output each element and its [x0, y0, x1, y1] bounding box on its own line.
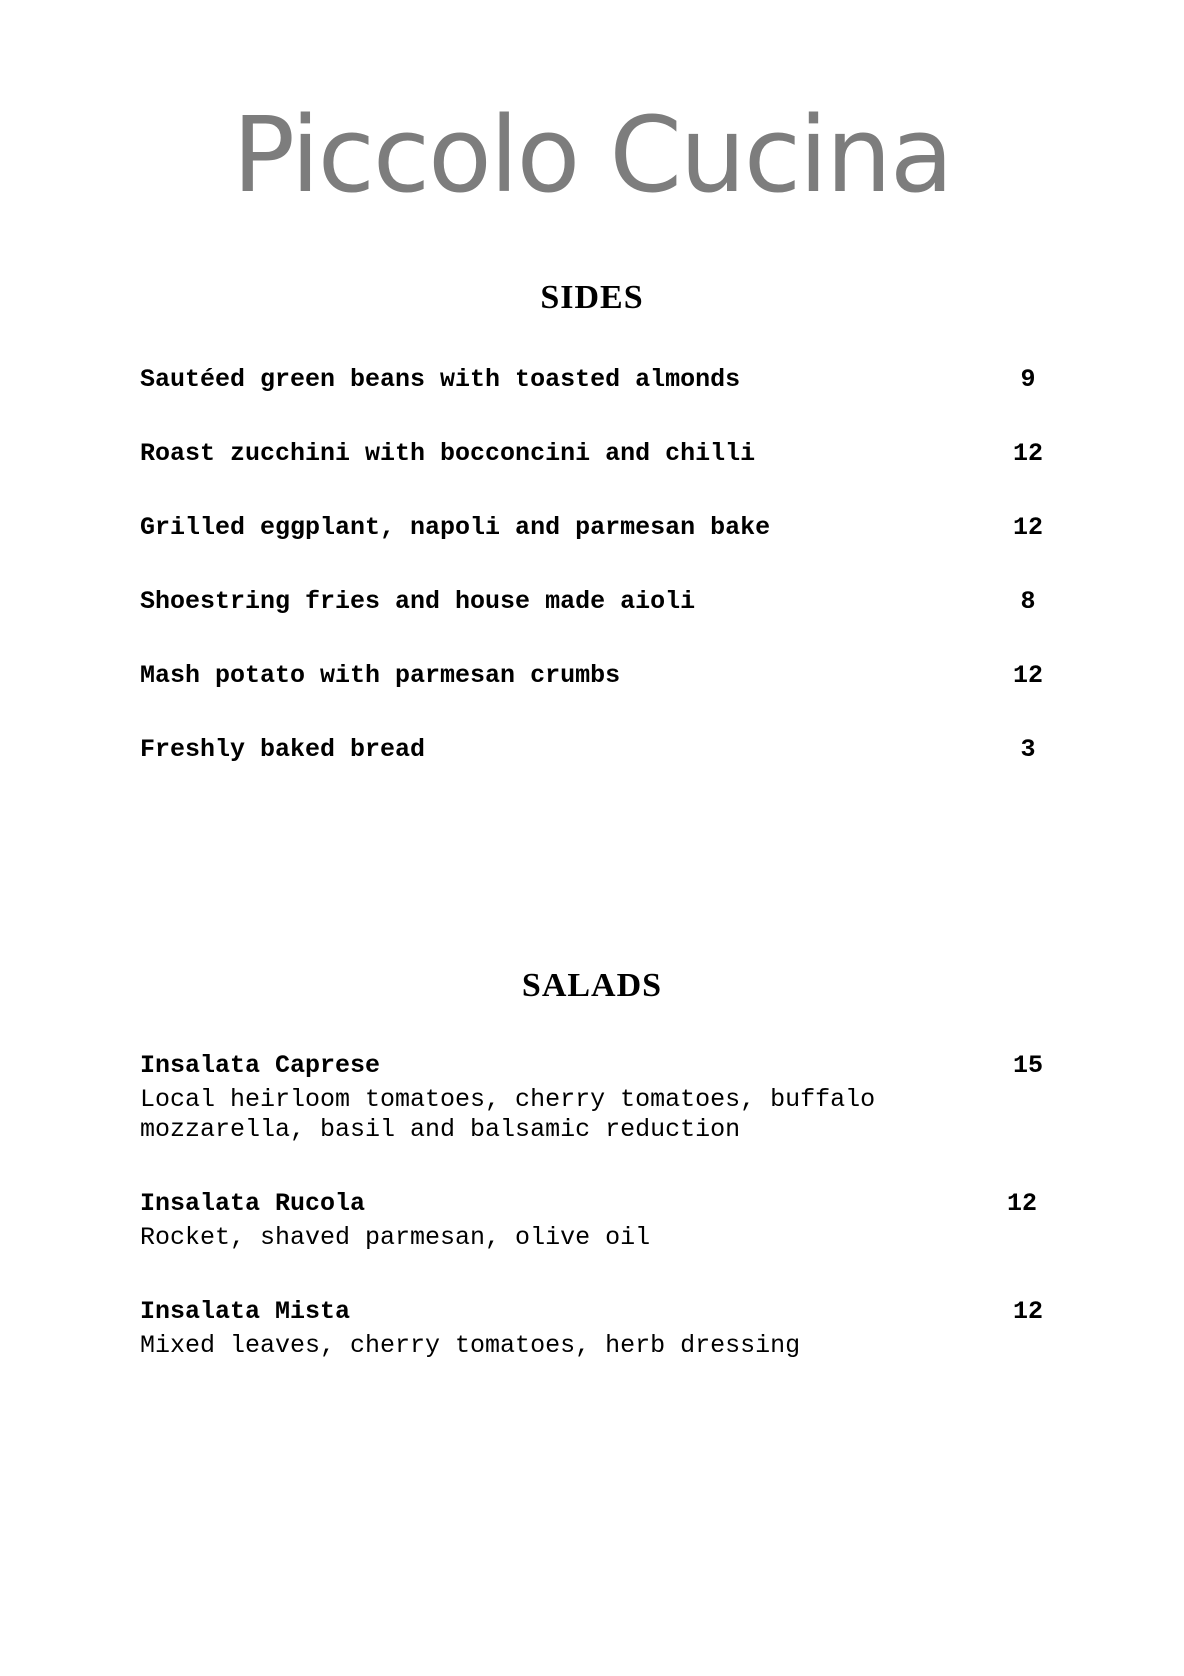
salads-heading: SALADS	[521, 967, 663, 1004]
menu-item-sides	[140, 437, 1043, 471]
sides-heading: SIDES	[540, 279, 644, 316]
item-description: Local heirloom tomatoes, cherry tomatoes, buffalo mozzarella, basil and balsamic reduction	[140, 1085, 876, 1144]
item-price: 3	[1020, 735, 1036, 764]
item-price: 12	[1012, 1297, 1043, 1326]
menu-item-sides	[140, 363, 1040, 397]
item-price: 8	[1020, 587, 1036, 616]
item-price: 9	[1020, 365, 1036, 394]
item-price: 12	[1012, 513, 1043, 542]
item-price: 12	[1012, 661, 1043, 690]
menu-item-sides	[140, 733, 1040, 767]
menu-item-sides	[140, 585, 1040, 619]
item-name: Sautéed green beans with toasted almonds	[140, 365, 741, 394]
item-name: Roast zucchini with bocconcini and chilli	[140, 439, 756, 468]
restaurant-title: Piccolo Cucina	[232, 94, 952, 216]
item-description: Rocket, shaved parmesan, olive oil	[140, 1223, 651, 1252]
item-price: 12	[1012, 439, 1043, 468]
menu-item-sides	[140, 659, 1043, 693]
item-name: Insalata Rucola	[140, 1189, 366, 1218]
item-name: Freshly baked bread	[140, 735, 426, 764]
item-name: Insalata Mista	[140, 1297, 351, 1326]
menu-item-sides	[140, 511, 1043, 545]
item-price: 12	[1006, 1189, 1037, 1218]
item-name: Shoestring fries and house made aioli	[140, 587, 696, 616]
item-description: Mixed leaves, cherry tomatoes, herb dressing	[140, 1331, 801, 1360]
item-price: 15	[1012, 1051, 1043, 1080]
item-name: Insalata Caprese	[140, 1051, 381, 1080]
item-name: Grilled eggplant, napoli and parmesan bake	[140, 513, 771, 542]
item-name: Mash potato with parmesan crumbs	[140, 661, 621, 690]
